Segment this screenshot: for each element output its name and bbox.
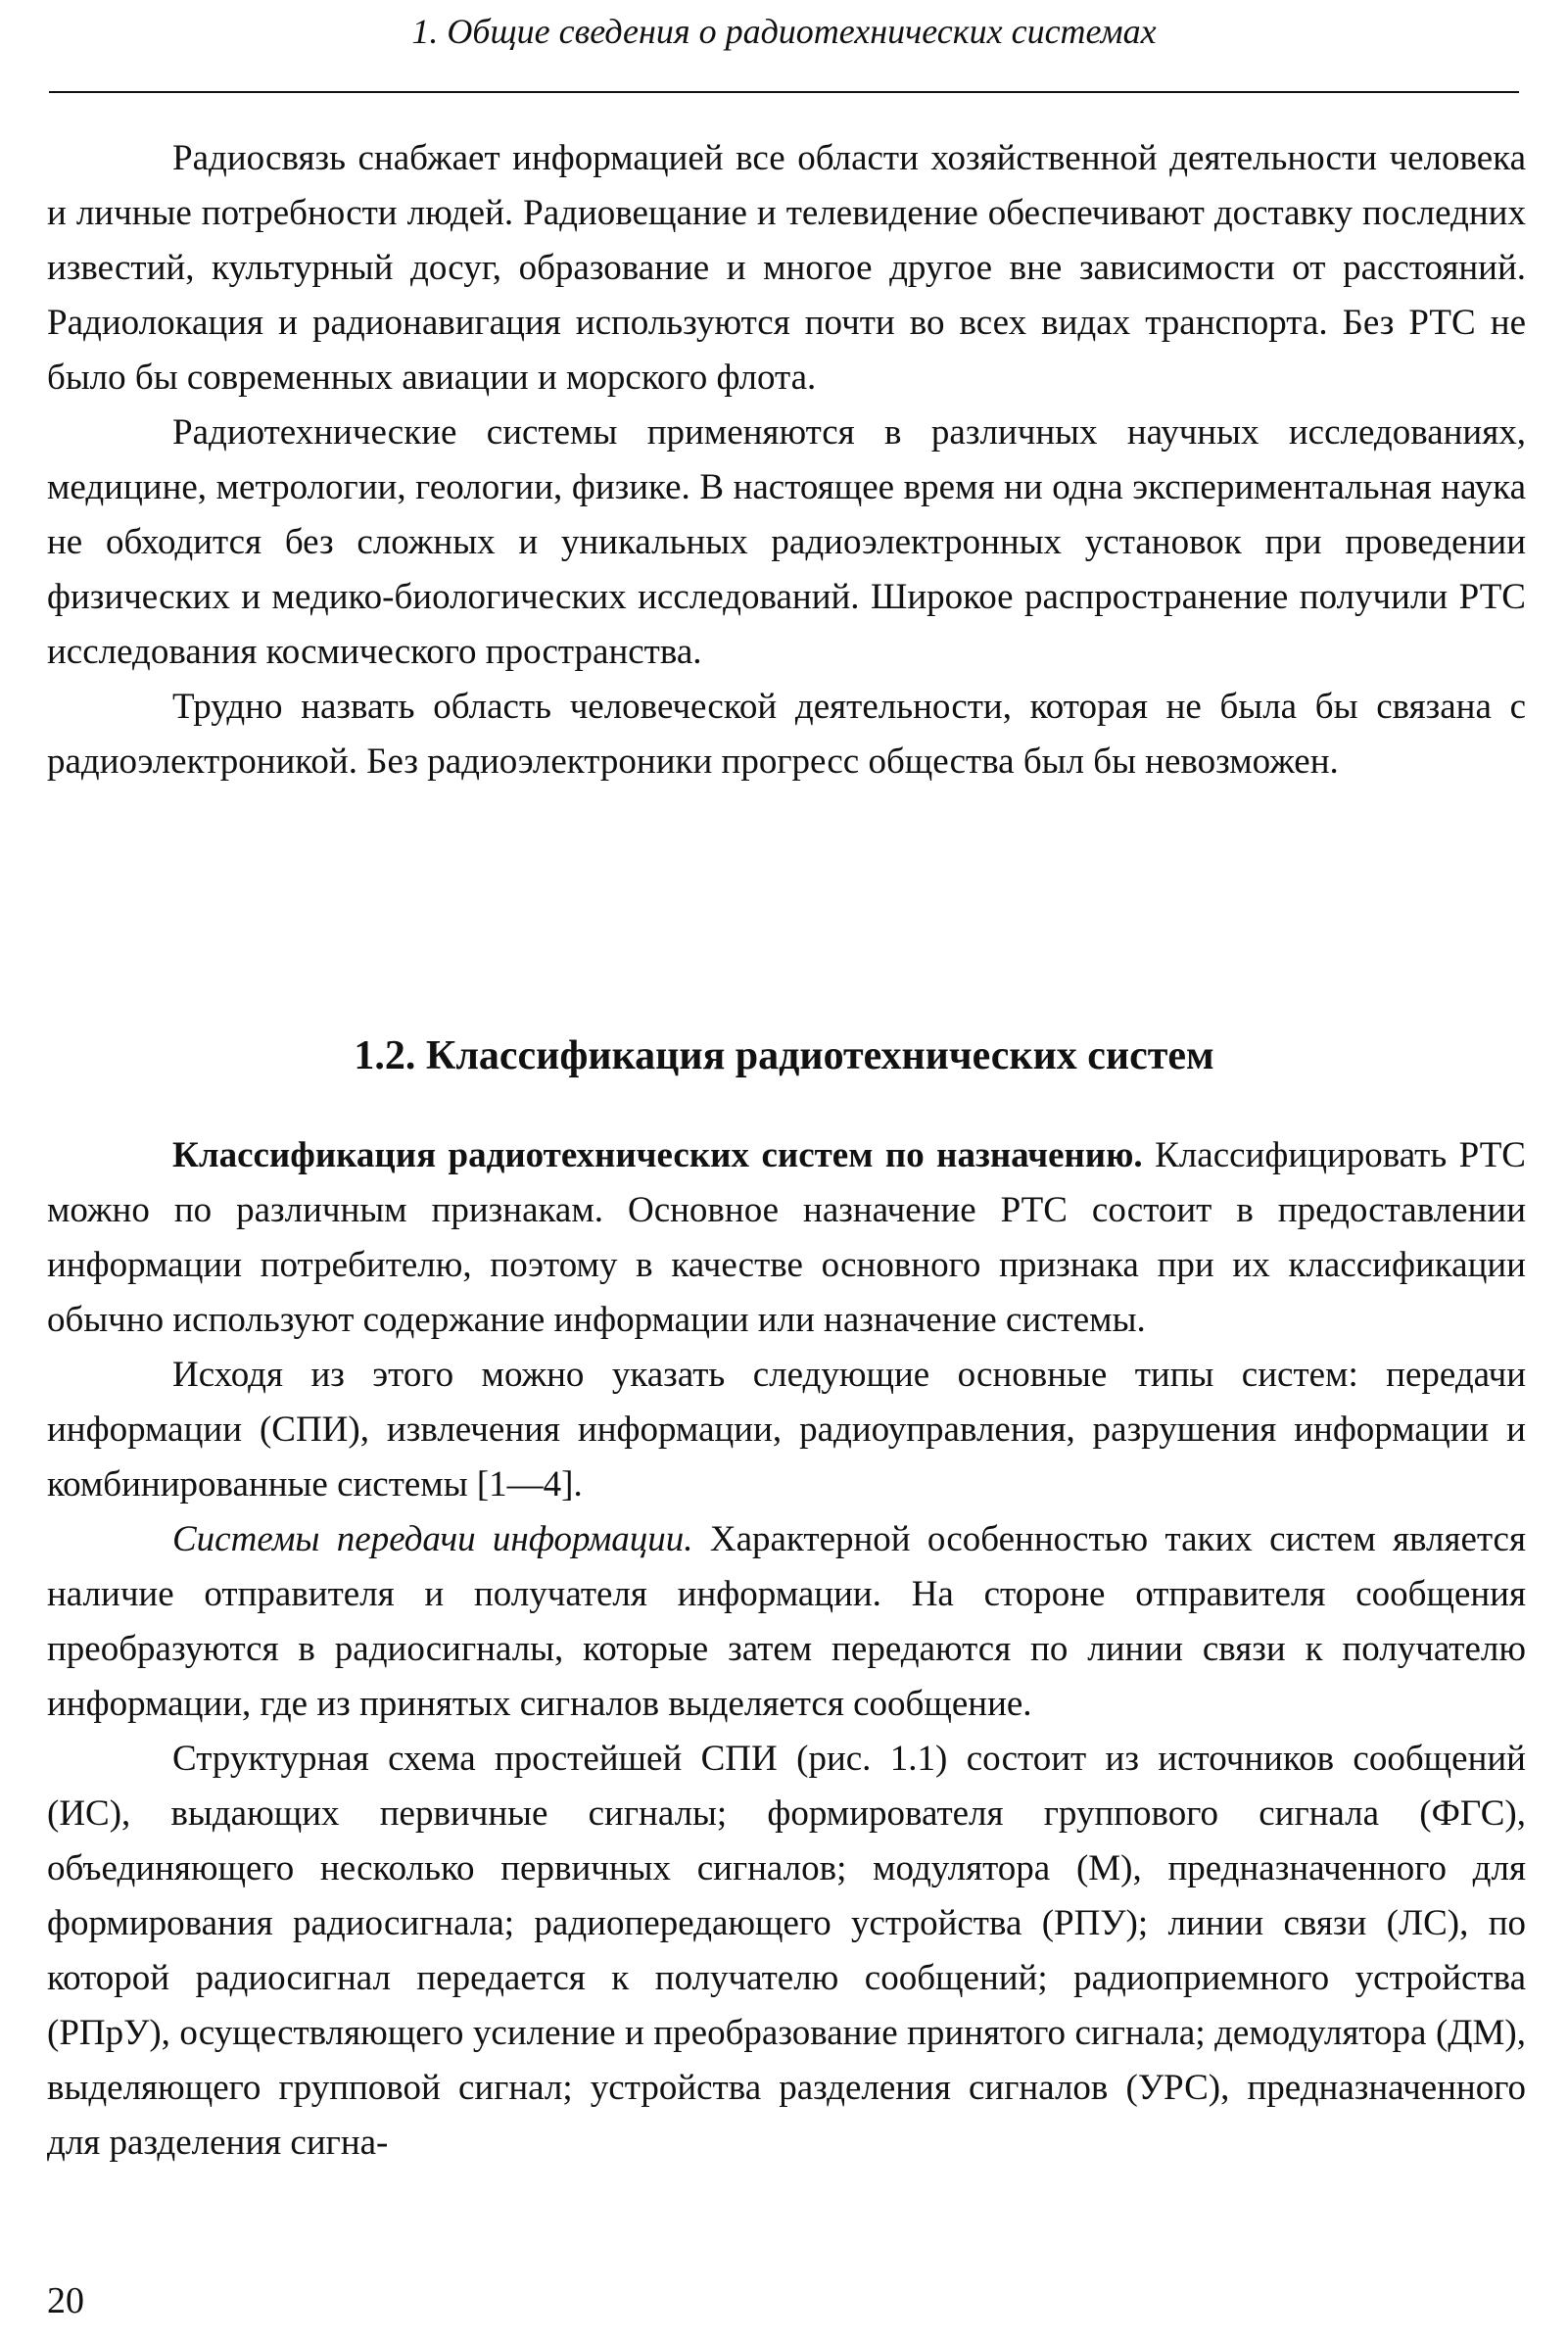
page-number: 20 <box>47 2280 84 2321</box>
paragraph-system-types: Исходя из этого можно указать следующие основные типы систем: передачи информации (СПИ), извлечения информации, радиоуправления, разрушения информации и комбинированные системы [1—4]. <box>47 1355 1526 1505</box>
section-heading: 1.2. Классификация радиотехнических систем <box>354 1033 1214 1078</box>
paragraph-text: Характерной особенностью таких систем является наличие отправителя и получателя информации. На стороне отправителя сообщения преобразуются в радиосигналы, которые затем передаются по линии связи к получателю информации, где из принятых сигналов выделяется сообщение. <box>47 1519 1527 1724</box>
header-rule <box>49 91 1519 93</box>
italic-run-in-heading: Системы передачи информации. <box>172 1519 693 1559</box>
paragraph-block-diagram: Структурная схема простейшей СПИ (рис. 1.1) состоит из источников сообщений (ИС), выдающих первичные сигналы; формирователя группового сигнала (ФГС), объединяющего несколько первичных сигналов; модулятора (М), предназначенного для формирования радиосигнала; радиопередающего устройства (РПУ); линии связи (ЛС), по которой радиосигнал передается к получателю сообщений; радиоприемного устройства (РПрУ), осуществляющего усиление и преобразование принятого сигнала; демодулятора (ДМ), выделяющего групповой сигнал; устройства разделения сигналов (УРС), предназначенного для разделения сигна- <box>47 1739 1526 2163</box>
intro-text-block <box>47 131 1526 789</box>
paragraph-info-transfer-systems <box>47 1512 1526 1732</box>
paragraph-scientific-research: Радиотехнические системы применяются в различных научных исследованиях, медицине, метрологии, геологии, физике. В настоящее время ни одна экспериментальная наука не обходится без сложных и уникальных радиоэлектронных установок при проведении физических и медико-биологических исследований. Широкое распространение получили РТС исследования космического пространства. <box>47 412 1526 672</box>
classification-text-block <box>47 1128 1526 2171</box>
paragraph-radioelectronics-progress: Трудно назвать область человеческой деятельности, которая не была бы связана с радиоэлектроникой. Без радиоэлектроники прогресс общества был бы невозможен. <box>47 687 1526 782</box>
running-header: 1. Общие сведения о радиотехнических системах <box>411 12 1157 51</box>
paragraph-text: Классифицировать РТС можно по различным признакам. Основное назначение РТС состоит в предоставлении информации потребителю, поэтому в качестве основного признака при их классификации обычно используют содержание информации или назначение системы. <box>47 1135 1526 1340</box>
bold-run-in-heading: Классификация радиотехнических систем по назначению. <box>172 1135 1143 1175</box>
paragraph-radio-communication: Радиосвязь снабжает информацией все области хозяйственной деятельности человека и личные потребности людей. Радиовещание и телевидение обеспечивают доставку последних известий, культурный досуг, образование и многое другое вне зависимости от расстояний. Радиолокация и радионавигация используются почти во всех видах транспорта. Без РТС не было бы современных авиации и морского флота. <box>47 138 1526 398</box>
paragraph-classification-purpose <box>47 1128 1526 1348</box>
